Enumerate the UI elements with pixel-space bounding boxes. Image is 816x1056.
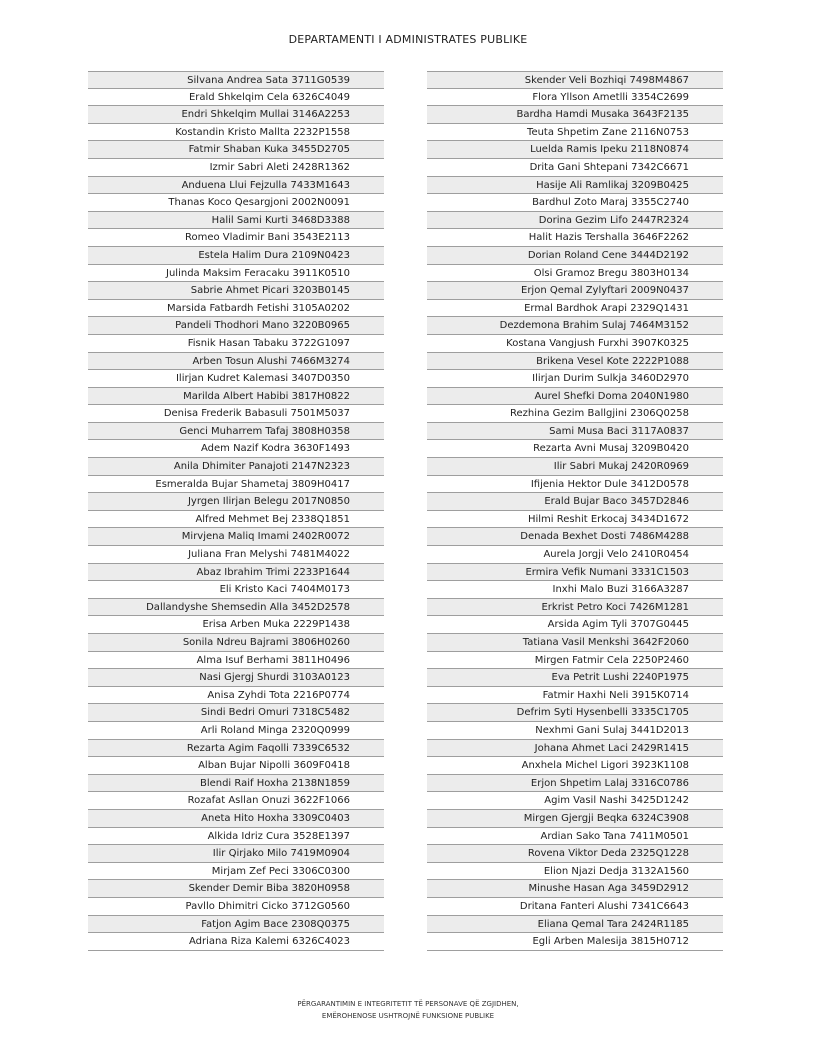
list-row: Halil Sami Kurti 3468D3388 bbox=[88, 212, 384, 230]
list-row: Anila Dhimiter Panajoti 2147N2323 bbox=[88, 458, 384, 476]
list-row: Hilmi Reshit Erkocaj 3434D1672 bbox=[427, 511, 723, 529]
list-row: Esmeralda Bujar Shametaj 3809H0417 bbox=[88, 476, 384, 494]
left-name-list bbox=[88, 71, 384, 951]
list-row: Sabrie Ahmet Picari 3203B0145 bbox=[88, 282, 384, 300]
list-row: Dezdemona Brahim Sulaj 7464M3152 bbox=[427, 317, 723, 335]
list-row: Eliana Qemal Tara 2424R1185 bbox=[427, 916, 723, 934]
list-row: Izmir Sabri Aleti 2428R1362 bbox=[88, 159, 384, 177]
list-row: Inxhi Malo Buzi 3166A3287 bbox=[427, 581, 723, 599]
list-row: Anduena Llui Fejzulla 7433M1643 bbox=[88, 177, 384, 195]
list-row: Skender Demir Biba 3820H0958 bbox=[88, 880, 384, 898]
list-row: Julinda Maksim Feracaku 3911K0510 bbox=[88, 265, 384, 283]
list-row: Adem Nazif Kodra 3630F1493 bbox=[88, 440, 384, 458]
list-row: Flora Yllson Ametlli 3354C2699 bbox=[427, 89, 723, 107]
list-row: Fisnik Hasan Tabaku 3722G1097 bbox=[88, 335, 384, 353]
list-row: Erjon Shpetim Lalaj 3316C0786 bbox=[427, 775, 723, 793]
list-row: Genci Muharrem Tafaj 3808H0358 bbox=[88, 423, 384, 441]
list-row: Erald Shkelqim Cela 6326C4049 bbox=[88, 89, 384, 107]
list-row: Ifijenia Hektor Dule 3412D0578 bbox=[427, 476, 723, 494]
list-row: Endri Shkelqim Mullai 3146A2253 bbox=[88, 106, 384, 124]
list-row: Sami Musa Baci 3117A0837 bbox=[427, 423, 723, 441]
footer-line-1: PËRGARANTIMIN E INTEGRITETIT TË PERSONAVE QË ZGJIDHEN, bbox=[297, 1000, 519, 1008]
page-footer bbox=[0, 998, 816, 1022]
list-row: Arben Tosun Alushi 7466M3274 bbox=[88, 353, 384, 371]
footer-line-2: EMËROHENOSE USHTROJNË FUNKSIONE PUBLIKE bbox=[321, 1012, 495, 1020]
list-row: Estela Halim Dura 2109N0423 bbox=[88, 247, 384, 265]
list-row: Alkida Idriz Cura 3528E1397 bbox=[88, 828, 384, 846]
list-row: Johana Ahmet Laci 2429R1415 bbox=[427, 740, 723, 758]
list-row: Ilir Qirjako Milo 7419M0904 bbox=[88, 845, 384, 863]
page-title: DEPARTAMENTI I ADMINISTRATES PUBLIKE bbox=[288, 33, 528, 46]
list-row: Drita Gani Shtepani 7342C6671 bbox=[427, 159, 723, 177]
list-row: Mirgen Gjergji Beqka 6324C3908 bbox=[427, 810, 723, 828]
list-row: Fatjon Agim Bace 2308Q0375 bbox=[88, 916, 384, 934]
list-row: Ilir Sabri Mukaj 2420R0969 bbox=[427, 458, 723, 476]
list-row: Rozafat Asllan Onuzi 3622F1066 bbox=[88, 792, 384, 810]
list-row: Marsida Fatbardh Fetishi 3105A0202 bbox=[88, 300, 384, 318]
list-row: Dritana Fanteri Alushi 7341C6643 bbox=[427, 898, 723, 916]
list-row: Erisa Arben Muka 2229P1438 bbox=[88, 616, 384, 634]
list-row: Denada Bexhet Dosti 7486M4288 bbox=[427, 528, 723, 546]
list-row: Dorian Roland Cene 3444D2192 bbox=[427, 247, 723, 265]
list-row: Romeo Vladimir Bani 3543E2113 bbox=[88, 229, 384, 247]
list-row: Fatmir Haxhi Neli 3915K0714 bbox=[427, 687, 723, 705]
list-row: Aurel Shefki Doma 2040N1980 bbox=[427, 388, 723, 406]
list-row: Dallandyshe Shemsedin Alla 3452D2578 bbox=[88, 599, 384, 617]
list-row: Thanas Koco Qesargjoni 2002N0091 bbox=[88, 194, 384, 212]
list-row: Elion Njazi Dedja 3132A1560 bbox=[427, 863, 723, 881]
list-row: Alma Isuf Berhami 3811H0496 bbox=[88, 652, 384, 670]
list-row: Aneta Hito Hoxha 3309C0403 bbox=[88, 810, 384, 828]
list-row: Rezarta Avni Musaj 3209B0420 bbox=[427, 440, 723, 458]
list-row: Minushe Hasan Aga 3459D2912 bbox=[427, 880, 723, 898]
list-row: Jyrgen Ilirjan Belegu 2017N0850 bbox=[88, 493, 384, 511]
list-row: Egli Arben Malesija 3815H0712 bbox=[427, 933, 723, 951]
list-row: Fatmir Shaban Kuka 3455D2705 bbox=[88, 141, 384, 159]
list-row: Ermal Bardhok Arapi 2329Q1431 bbox=[427, 300, 723, 318]
list-row: Pandeli Thodhori Mano 3220B0965 bbox=[88, 317, 384, 335]
list-row: Luelda Ramis Ipeku 2118N0874 bbox=[427, 141, 723, 159]
list-row: Anisa Zyhdi Tota 2216P0774 bbox=[88, 687, 384, 705]
list-row: Alfred Mehmet Bej 2338Q1851 bbox=[88, 511, 384, 529]
list-row: Adriana Riza Kalemi 6326C4023 bbox=[88, 933, 384, 951]
list-row: Olsi Gramoz Bregu 3803H0134 bbox=[427, 265, 723, 283]
list-row: Agim Vasil Nashi 3425D1242 bbox=[427, 792, 723, 810]
list-row: Mirvjena Maliq Imami 2402R0072 bbox=[88, 528, 384, 546]
list-row: Tatiana Vasil Menkshi 3642F2060 bbox=[427, 634, 723, 652]
list-row: Denisa Frederik Babasuli 7501M5037 bbox=[88, 405, 384, 423]
list-row: Anxhela Michel Ligori 3923K1108 bbox=[427, 757, 723, 775]
list-row: Eva Petrit Lushi 2240P1975 bbox=[427, 669, 723, 687]
list-row: Rezarta Agim Faqolli 7339C6532 bbox=[88, 740, 384, 758]
list-row: Juliana Fran Melyshi 7481M4022 bbox=[88, 546, 384, 564]
list-row: Sindi Bedri Omuri 7318C5482 bbox=[88, 704, 384, 722]
list-row: Blendi Raif Hoxha 2138N1859 bbox=[88, 775, 384, 793]
list-row: Mirjam Zef Peci 3306C0300 bbox=[88, 863, 384, 881]
list-row: Bardha Hamdi Musaka 3643F2135 bbox=[427, 106, 723, 124]
list-row: Arsida Agim Tyli 3707G0445 bbox=[427, 616, 723, 634]
list-row: Eli Kristo Kaci 7404M0173 bbox=[88, 581, 384, 599]
list-row: Sonila Ndreu Bajrami 3806H0260 bbox=[88, 634, 384, 652]
list-row: Aurela Jorgji Velo 2410R0454 bbox=[427, 546, 723, 564]
list-row: Erald Bujar Baco 3457D2846 bbox=[427, 493, 723, 511]
list-row: Hasije Ali Ramlikaj 3209B0425 bbox=[427, 177, 723, 195]
list-row: Ermira Vefik Numani 3331C1503 bbox=[427, 564, 723, 582]
list-row: Marilda Albert Habibi 3817H0822 bbox=[88, 388, 384, 406]
list-row: Ilirjan Durim Sulkja 3460D2970 bbox=[427, 370, 723, 388]
list-row: Silvana Andrea Sata 3711G0539 bbox=[88, 71, 384, 89]
list-row: Mirgen Fatmir Cela 2250P2460 bbox=[427, 652, 723, 670]
list-row: Erjon Qemal Zylyftari 2009N0437 bbox=[427, 282, 723, 300]
list-row: Erkrist Petro Koci 7426M1281 bbox=[427, 599, 723, 617]
list-row: Rezhina Gezim Ballgjini 2306Q0258 bbox=[427, 405, 723, 423]
list-row: Brikena Vesel Kote 2222P1088 bbox=[427, 353, 723, 371]
list-row: Abaz Ibrahim Trimi 2233P1644 bbox=[88, 564, 384, 582]
list-row: Ardian Sako Tana 7411M0501 bbox=[427, 828, 723, 846]
list-row: Nasi Gjergj Shurdi 3103A0123 bbox=[88, 669, 384, 687]
list-row: Halit Hazis Tershalla 3646F2262 bbox=[427, 229, 723, 247]
list-row: Dorina Gezim Lifo 2447R2324 bbox=[427, 212, 723, 230]
list-row: Bardhul Zoto Maraj 3355C2740 bbox=[427, 194, 723, 212]
list-row: Nexhmi Gani Sulaj 3441D2013 bbox=[427, 722, 723, 740]
list-row: Arli Roland Minga 2320Q0999 bbox=[88, 722, 384, 740]
list-row: Teuta Shpetim Zane 2116N0753 bbox=[427, 124, 723, 142]
list-row: Rovena Viktor Deda 2325Q1228 bbox=[427, 845, 723, 863]
list-row: Skender Veli Bozhiqi 7498M4867 bbox=[427, 71, 723, 89]
list-row: Defrim Syti Hysenbelli 3335C1705 bbox=[427, 704, 723, 722]
list-row: Alban Bujar Nipolli 3609F0418 bbox=[88, 757, 384, 775]
list-row: Ilirjan Kudret Kalemasi 3407D0350 bbox=[88, 370, 384, 388]
list-row: Kostana Vangjush Furxhi 3907K0325 bbox=[427, 335, 723, 353]
right-name-list bbox=[427, 71, 723, 951]
list-row: Pavllo Dhimitri Cicko 3712G0560 bbox=[88, 898, 384, 916]
list-row: Kostandin Kristo Mallta 2232P1558 bbox=[88, 124, 384, 142]
